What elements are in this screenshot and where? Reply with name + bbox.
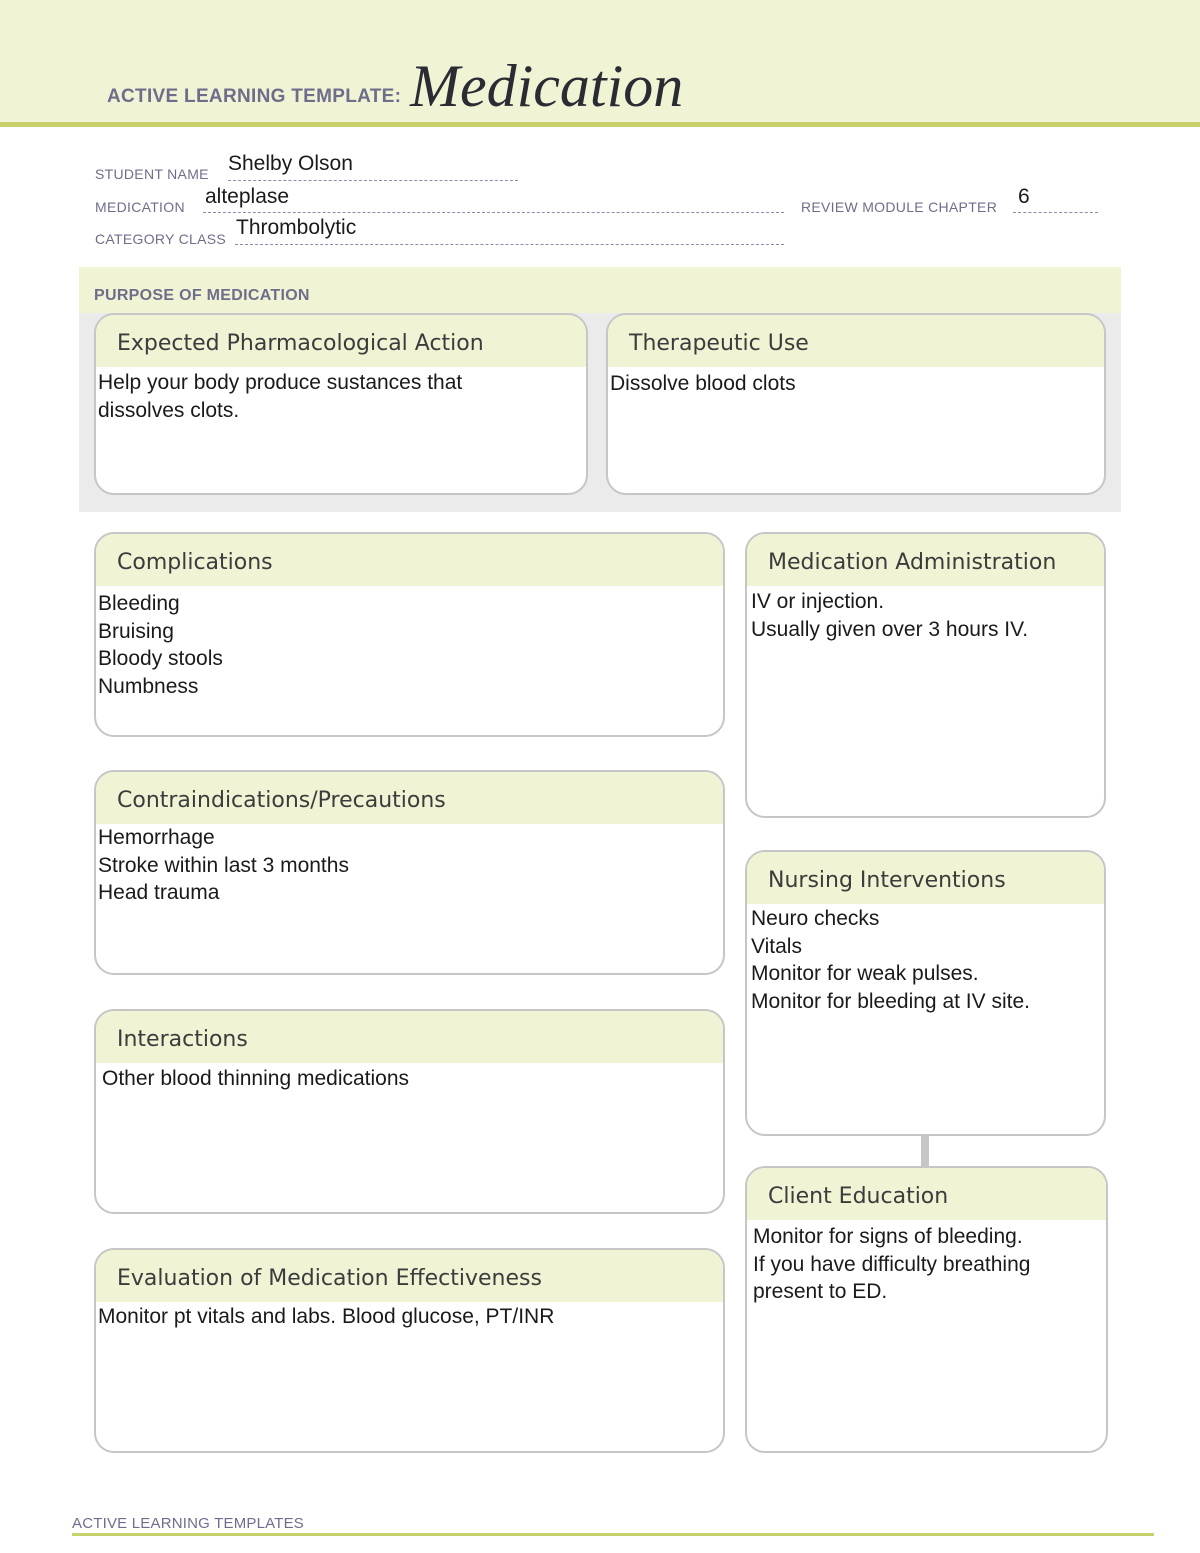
template-label: ACTIVE LEARNING TEMPLATE: (107, 86, 402, 107)
client-education-title: Client Education (747, 1168, 1106, 1220)
interactions-line: Other blood thinning medications (102, 1067, 410, 1090)
evaluation-line: Monitor pt vitals and labs. Blood glucose, PT/INR (98, 1305, 555, 1328)
medication-administration-line: IV or injection. (751, 590, 885, 613)
nursing-interventions-line: Monitor for bleeding at IV site. (751, 989, 1030, 1013)
interactions-box (94, 1009, 725, 1214)
expected-action-box (94, 313, 588, 495)
therapeutic-use-body[interactable] (608, 367, 1104, 398)
client-education-line: present to ED. (753, 1280, 888, 1303)
medication-administration-body[interactable] (747, 586, 1104, 643)
footer-label: ACTIVE LEARNING TEMPLATES (72, 1515, 304, 1532)
complications-line: Bloody stools (98, 647, 223, 670)
therapeutic-use-title: Therapeutic Use (608, 315, 1104, 367)
client-education-line: If you have difficulty breathing (753, 1252, 1031, 1276)
category-class-label: CATEGORY CLASS (95, 231, 227, 247)
nursing-interventions-title: Nursing Interventions (747, 852, 1104, 904)
client-education-body[interactable] (747, 1220, 1106, 1306)
page-title: Medication (410, 53, 684, 119)
expected-action-line: dissolves clots. (98, 398, 240, 422)
nursing-interventions-box (745, 850, 1106, 1136)
complications-body[interactable] (96, 586, 723, 700)
medication-administration-title: Medication Administration (747, 534, 1104, 586)
review-module-value[interactable]: 6 (1018, 185, 1030, 208)
footer-divider (72, 1533, 1154, 1536)
box-connector (921, 1134, 929, 1167)
category-class-line (235, 244, 784, 245)
complications-line: Bleeding (98, 592, 180, 615)
student-name-line (228, 180, 518, 181)
complications-line: Numbness (98, 674, 199, 698)
contraindications-body[interactable] (96, 824, 723, 907)
expected-action-line: Help your body produce sustances that (98, 371, 463, 394)
header-divider (0, 122, 1200, 127)
contraindications-line: Hemorrhage (98, 826, 215, 849)
interactions-title: Interactions (96, 1011, 723, 1063)
therapeutic-use-box (606, 313, 1106, 495)
complications-box (94, 532, 725, 737)
medication-line (203, 212, 784, 213)
therapeutic-use-line: Dissolve blood clots (610, 372, 796, 395)
contraindications-line: Head trauma (98, 881, 220, 904)
complications-line: Bruising (98, 619, 174, 643)
contraindications-box (94, 770, 725, 975)
student-name-value[interactable]: Shelby Olson (228, 152, 353, 175)
medication-administration-box (745, 532, 1106, 818)
client-education-box (745, 1166, 1108, 1453)
category-class-value[interactable]: Thrombolytic (236, 216, 357, 239)
nursing-interventions-line: Neuro checks (751, 907, 880, 930)
contraindications-title: Contraindications/Precautions (96, 772, 723, 824)
purpose-label: PURPOSE OF MEDICATION (94, 287, 310, 304)
evaluation-title: Evaluation of Medication Effectiveness (96, 1250, 723, 1302)
expected-action-title: Expected Pharmacological Action (96, 315, 586, 367)
medication-label: MEDICATION (95, 199, 185, 215)
contraindications-line: Stroke within last 3 months (98, 853, 349, 877)
student-name-label: STUDENT NAME (95, 166, 209, 182)
review-module-line (1013, 212, 1098, 213)
nursing-interventions-line: Vitals (751, 934, 802, 958)
evaluation-box (94, 1248, 725, 1453)
complications-title: Complications (96, 534, 723, 586)
review-module-label: REVIEW MODULE CHAPTER (801, 199, 998, 215)
nursing-interventions-body[interactable] (747, 904, 1104, 1015)
expected-action-body[interactable] (96, 367, 586, 424)
interactions-body[interactable] (96, 1063, 723, 1093)
nursing-interventions-line: Monitor for weak pulses. (751, 962, 979, 985)
medication-administration-line: Usually given over 3 hours IV. (751, 617, 1029, 641)
evaluation-body[interactable] (96, 1302, 723, 1331)
client-education-line: Monitor for signs of bleeding. (753, 1225, 1023, 1248)
medication-value[interactable]: alteplase (205, 185, 290, 208)
